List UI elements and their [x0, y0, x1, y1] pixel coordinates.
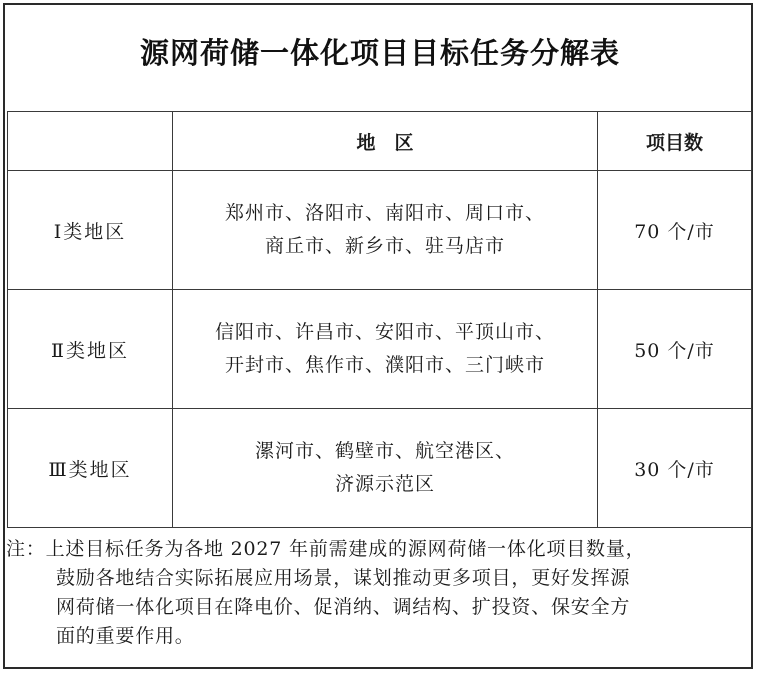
region-line: 开封市、焦作市、濮阳市、三门峡市 — [224, 354, 545, 376]
count-cell: 30 个/市 — [598, 409, 752, 528]
footnote-line: 注：上述目标任务为各地 2027 年前需建成的源网荷储一体化项目数量， — [6, 538, 646, 560]
footnote — [6, 535, 750, 651]
region-cell — [173, 290, 598, 409]
region-cell — [173, 171, 598, 290]
region-line: 漯河市、鹤壁市、航空港区、 — [254, 440, 515, 462]
header-count: 项目数 — [598, 112, 752, 171]
category-cell: Ⅲ类地区 — [8, 409, 173, 528]
region-line: 济源示范区 — [334, 473, 435, 495]
footnote-line: 面的重要作用。 — [56, 625, 195, 647]
region-cell — [173, 409, 598, 528]
page-title: 源网荷储一体化项目目标任务分解表 — [139, 36, 620, 70]
count-cell: 50 个/市 — [598, 290, 752, 409]
region-line: 信阳市、许昌市、安阳市、平顶山市、 — [214, 321, 555, 343]
category-cell: Ⅰ类地区 — [8, 171, 173, 290]
table-header-row — [8, 112, 752, 171]
task-table — [7, 111, 752, 528]
region-line: 郑州市、洛阳市、南阳市、周口市、 — [224, 202, 545, 224]
footnote-line: 鼓励各地结合实际拓展应用场景，谋划推动更多项目，更好发挥源 — [56, 567, 631, 589]
header-category — [8, 112, 173, 171]
region-line: 商丘市、新乡市、驻马店市 — [264, 235, 505, 257]
count-cell: 70 个/市 — [598, 171, 752, 290]
category-cell: Ⅱ类地区 — [8, 290, 173, 409]
footnote-line: 网荷储一体化项目在降电价、促消纳、调结构、扩投资、保安全方 — [56, 596, 631, 618]
table-row — [8, 290, 752, 409]
table-row — [8, 171, 752, 290]
table-row — [8, 409, 752, 528]
header-region: 地 区 — [173, 112, 598, 171]
